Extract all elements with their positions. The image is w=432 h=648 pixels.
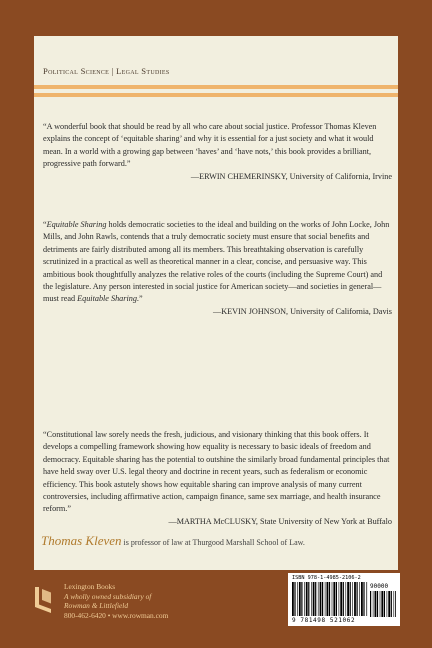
- quote-2-attribution: —KEVIN JOHNSON, University of California, Davis: [213, 306, 392, 316]
- barcode-addon-number: 90000: [370, 583, 389, 590]
- isbn-barcode: [288, 573, 400, 626]
- lexington-logo-icon: [32, 585, 54, 615]
- category-political-science: Political Science: [43, 66, 110, 76]
- category-separator: |: [111, 66, 114, 76]
- category-legal-studies: Legal Studies: [116, 66, 170, 76]
- decorative-stripe-top: [34, 85, 398, 89]
- quote-2-text-a: holds democratic societies to the ideal and building on the works of John Locke, John Mills, and John Rawls, contends that a truly democratic society must ensure that social benefits and detriments are fairly distributed among all its members. This breathtaking observation is carefully scrutinized in a practical as well as theoretical manner in a clear, concise, and persuasive way. This ambitious book thoughtfully analyzes the relative roles of the courts (including the Supreme Court) and the legislature. Any person interested in social justice for American society—and societies in general—must read: [43, 220, 390, 304]
- barcode-addon-bars-icon: [370, 591, 396, 617]
- quote-1-attribution: —ERWIN CHEMERINSKY, University of California, Irvine: [190, 171, 392, 181]
- quote-1-text: “A wonderful book that should be read by all who care about social justice. Professor Thomas Kleven explains the concept of ‘equitable sharing’ and why it is essential for a just society and what it would mean. In a world with a growing gap between ‘haves’ and ‘have nots,’ this book provides a brilliant, progressive path forward.”: [43, 122, 377, 169]
- decorative-stripe-bottom: [34, 93, 398, 97]
- publisher-name: Lexington Books: [64, 582, 116, 591]
- endorsement-quote-1: [43, 121, 392, 183]
- author-bio: [41, 532, 305, 550]
- endorsement-quote-2: “Equitable Sharing holds democratic societies to the ideal and building on the works of John Locke, John Mills, and John Rawls, contends that a truly democratic society must ensure that social benefits and detriments are fairly distributed among all its members. This breathtaking observation is carefully scrutinized in a practical as well as theoretical manner in a clear, concise, and persuasive way. This ambitious book thoughtfully analyzes the relative roles of the courts (including the Supreme Court) and the legislature. Any person interested in social justice for American society—and societies in general—must read Equitable Sharing.” —KEVIN JOHNSON, University of California, Davis: [43, 219, 392, 318]
- quote-2-book-title: Equitable Sharing: [46, 220, 107, 229]
- quote-3-attribution: —MARTHA McCLUSKY, State University of New York at Buffalo: [168, 516, 392, 526]
- publisher-subsidiary: A wholly owned subsidiary of: [64, 591, 152, 601]
- publisher-parent: Rowman & Littlefield: [64, 601, 129, 611]
- author-description: is professor of law at Thurgood Marshall School of Law.: [121, 538, 305, 547]
- category-label: [43, 66, 169, 76]
- quote-2-book-title-2: Equitable Sharing: [77, 294, 137, 304]
- quote-3-text: “Constitutional law sorely needs the fresh, judicious, and visionary thinking that this book offers. It develops a compelling framework showing how equality is necessary to basic ideals of freedom and democracy. Equitable sharing has the potential to outshine the similarly broad fundamental principles that have held sway over U.S. legal theory and doctrine in recent years, such as federalism or economic efficiency. This book astutely shows how equitable sharing can improve analysis of many current controversies, including affirmative action, campaign finance, same sex marriage, and health insurance reform.”: [43, 430, 390, 514]
- barcode-bars-icon: [292, 582, 368, 616]
- author-name: Thomas Kleven: [41, 533, 122, 548]
- publisher-block: [32, 582, 168, 620]
- endorsement-quote-3: [43, 429, 392, 528]
- barcode-number: 9 781498 521062: [292, 617, 356, 624]
- back-cover-panel: [34, 36, 398, 570]
- publisher-contact: 800-462-6420 • www.rowman.com: [64, 610, 169, 620]
- publisher-info: [64, 582, 168, 620]
- isbn-label: ISBN 978-1-4985-2106-2: [292, 575, 361, 581]
- quote-2-text-b: .”: [136, 294, 143, 304]
